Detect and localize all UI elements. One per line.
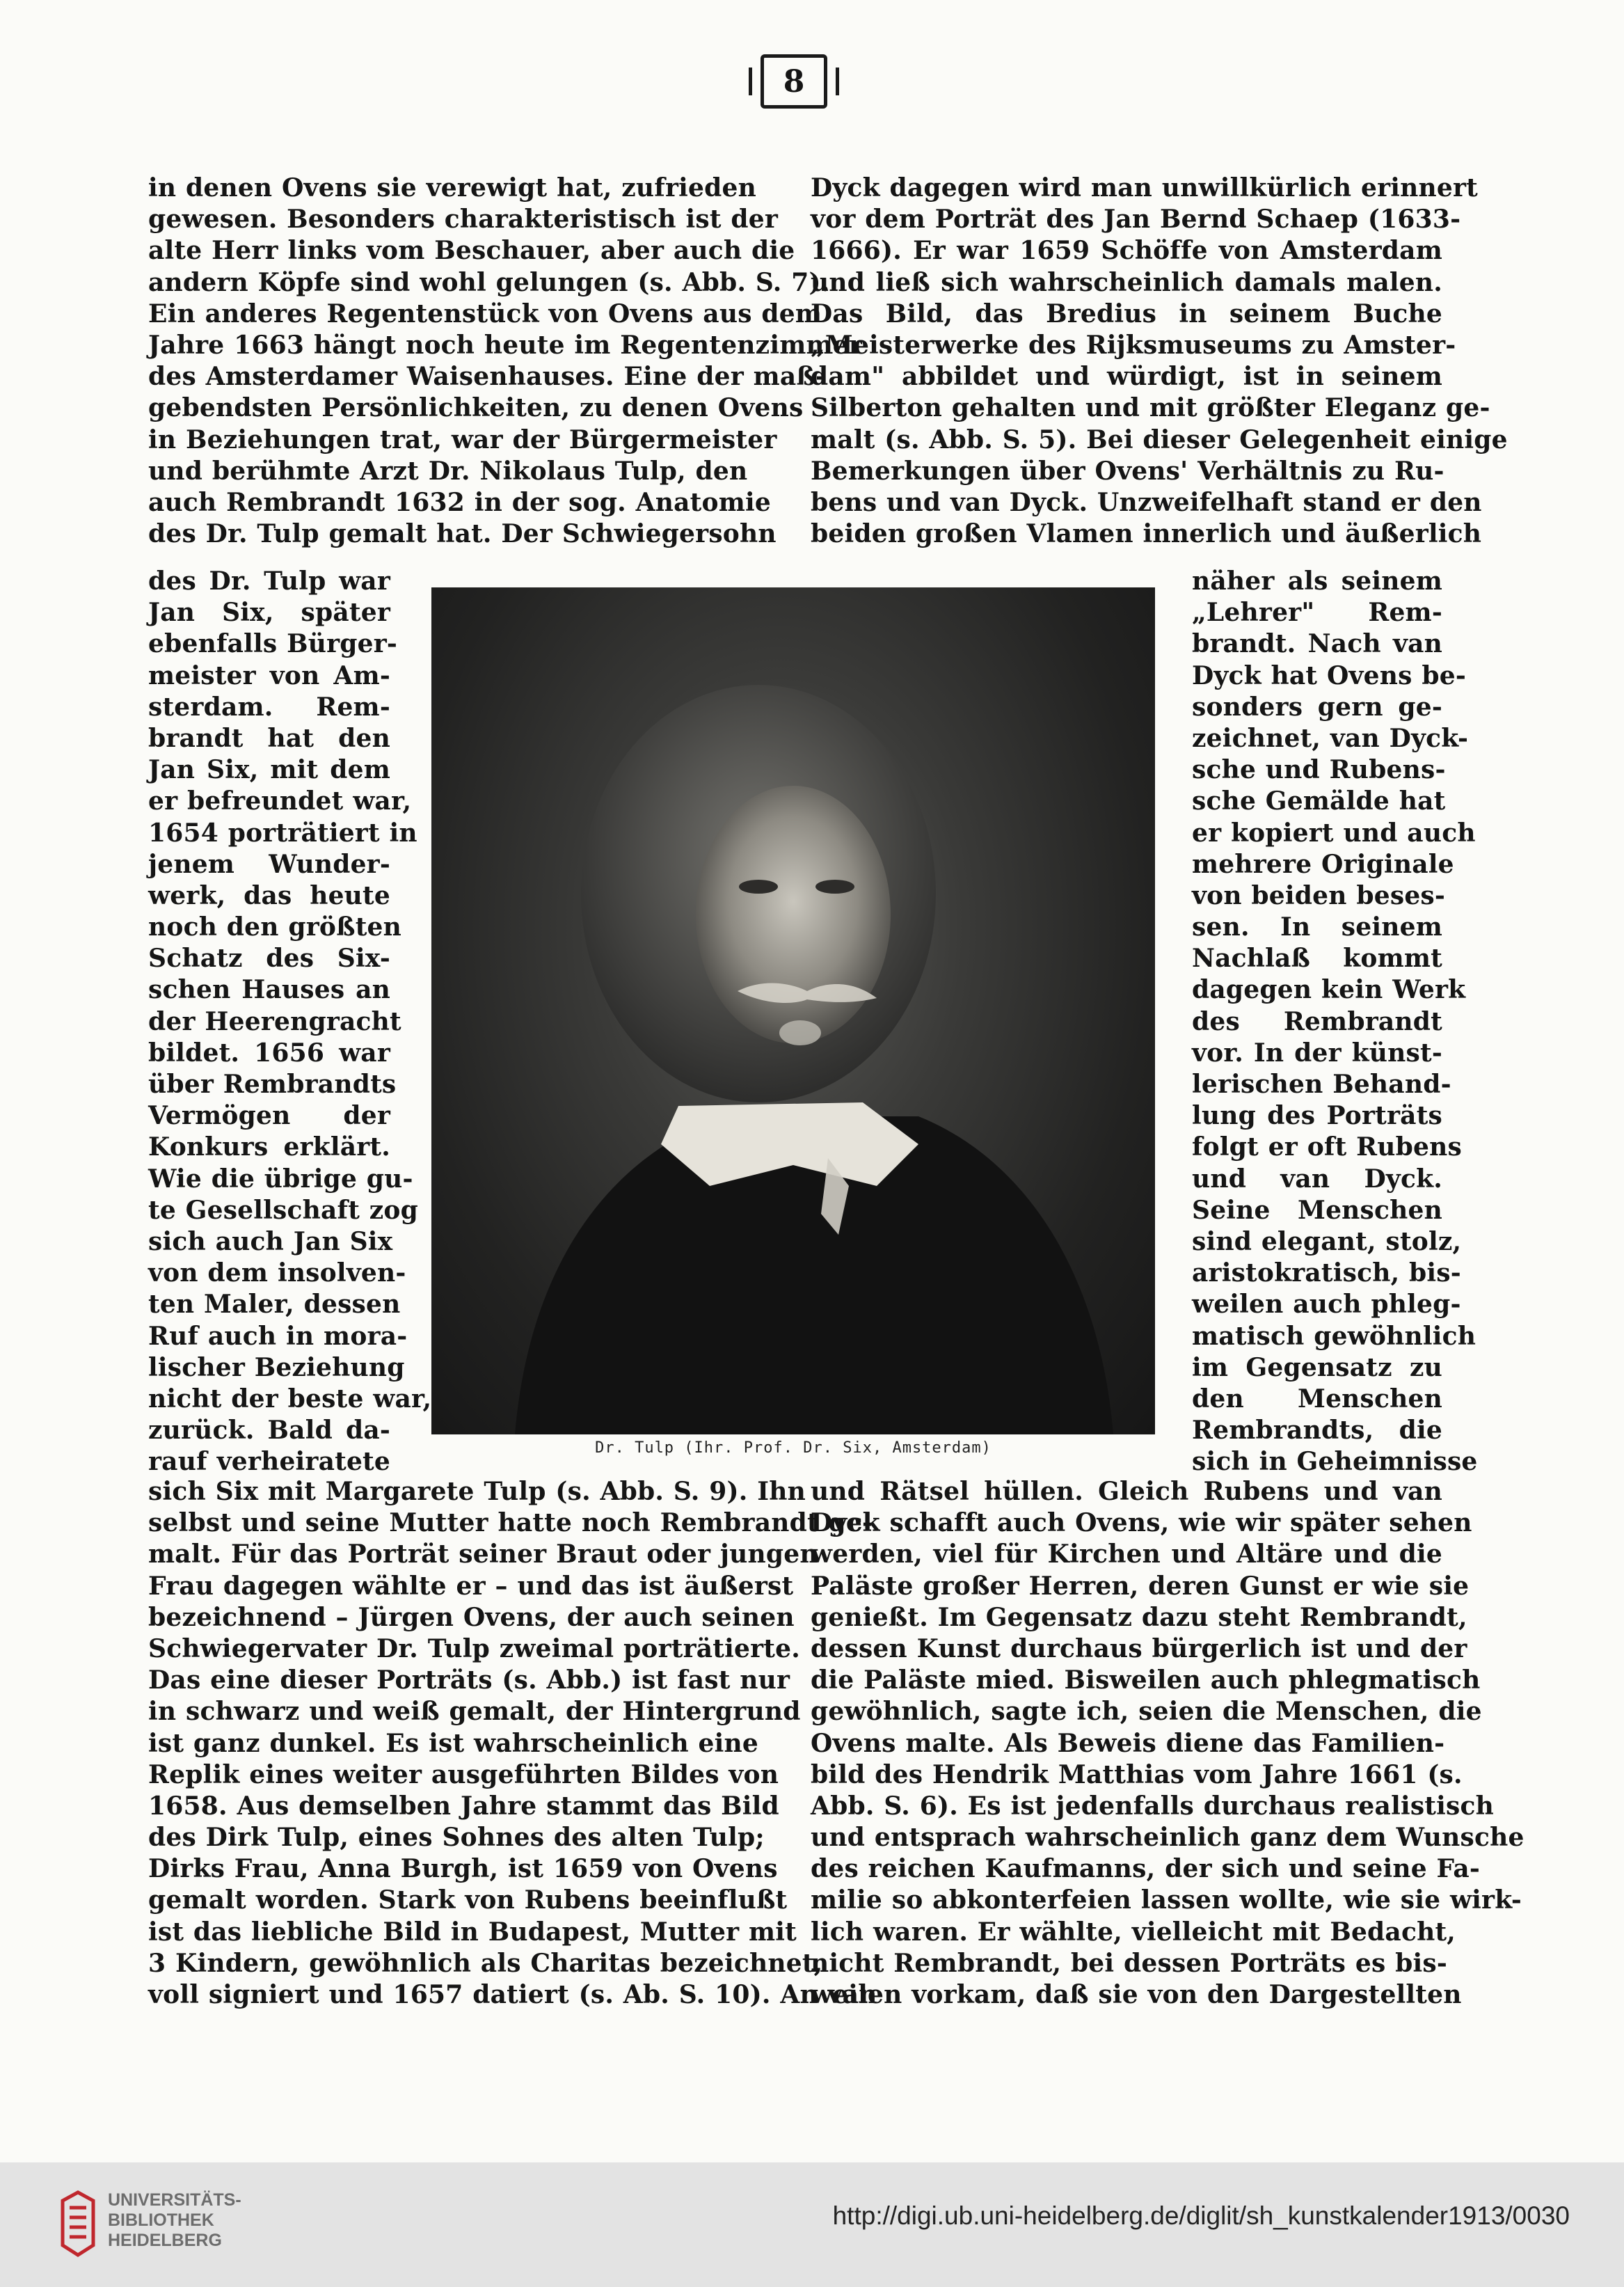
text-line: andern Köpfe sind wohl gelungen (s. Abb. S. 7). <box>148 267 830 297</box>
text-line: vor dem Porträt des Jan Bernd Schaep (1633- <box>811 205 1461 235</box>
text-line: weilen vorkam, daß sie von den Dargestellten <box>811 1980 1462 2009</box>
text-line: Schwiegervater Dr. Tulp zweimal porträtierte. <box>148 1633 800 1663</box>
text-line: im Gegensatz zu <box>1192 1352 1442 1382</box>
text-line: über Rembrandts <box>148 1070 397 1099</box>
left-column-bottom-text <box>148 1476 877 2011</box>
text-line: nicht Rembrandt, bei dessen Porträts es bis- <box>811 1948 1448 1978</box>
text-line: und berühmte Arzt Dr. Nikolaus Tulp, den <box>148 456 748 486</box>
text-line: Konkurs erklärt. <box>148 1132 390 1162</box>
text-line: beiden großen Vlamen innerlich und äußerlich <box>811 519 1482 549</box>
text-line: genießt. Im Gegensatz dazu steht Rembrandt, <box>811 1602 1467 1632</box>
text-line: sich in Geheimnisse <box>1192 1447 1478 1477</box>
text-line: brandt hat den <box>148 723 390 753</box>
text-line: dessen Kunst durchaus bürgerlich ist und der <box>811 1633 1467 1663</box>
text-line: des Dr. Tulp war <box>148 567 390 596</box>
text-line: noch den größten <box>148 912 402 942</box>
text-line: dagegen kein Werk <box>1192 975 1466 1005</box>
text-line: von dem insolven- <box>148 1258 406 1288</box>
text-line: weilen auch phleg- <box>1192 1290 1461 1320</box>
page-number <box>761 54 827 109</box>
text-line: vor. In der künst- <box>1192 1038 1442 1068</box>
text-line: näher als seinem <box>1192 567 1442 596</box>
text-line: gemalt worden. Stark von Rubens beeinflußt <box>148 1885 788 1915</box>
text-line: lich waren. Er wählte, vielleicht mit Bedacht, <box>811 1917 1456 1947</box>
text-line: lung des Porträts <box>1192 1101 1442 1131</box>
text-line: brandt. Nach van <box>1192 629 1442 659</box>
text-line: und ließ sich wahrscheinlich damals malen. <box>811 267 1442 297</box>
text-line: aristokratisch, bis- <box>1192 1258 1461 1288</box>
text-line: Ein anderes Regentenstück von Ovens aus dem <box>148 299 822 329</box>
text-line: er kopiert und auch <box>1192 818 1476 848</box>
text-line: Das eine dieser Porträts (s. Abb.) ist fast nur <box>148 1665 790 1695</box>
text-line: Paläste großer Herren, deren Gunst er wie sie <box>811 1571 1470 1601</box>
library-name-line3: HEIDELBERG <box>108 2231 222 2250</box>
text-line: selbst und seine Mutter hatte noch Rembrandt ge- <box>148 1508 873 1538</box>
text-line: bild des Hendrik Matthias vom Jahre 1661 (s. <box>811 1759 1463 1789</box>
right-column-wrap-text <box>1192 566 1478 1478</box>
text-line: Ruf auch in mora- <box>148 1321 408 1351</box>
text-line: Frau dagegen wählte er – und das ist äußerst <box>148 1571 794 1601</box>
text-line: Silberton gehalten und mit größter Eleganz ge- <box>811 393 1490 423</box>
text-line: in denen Ovens sie verewigt hat, zufrieden <box>148 173 756 203</box>
page-number-text: 8 <box>783 63 805 100</box>
portrait-image <box>431 587 1155 1434</box>
text-line: 1658. Aus demselben Jahre stammt das Bild <box>148 1791 779 1821</box>
text-line: des reichen Kaufmanns, der sich und seine Fa- <box>811 1854 1481 1884</box>
text-line: des Dr. Tulp gemalt hat. Der Schwiegersohn <box>148 519 777 549</box>
text-line: Seine Menschen <box>1192 1195 1442 1225</box>
library-name <box>108 2190 241 2251</box>
text-line: matisch gewöhnlich <box>1192 1321 1476 1351</box>
text-line: zurück. Bald da- <box>148 1416 390 1446</box>
text-line: 3 Kindern, gewöhnlich als Charitas bezeichnet, <box>148 1948 823 1978</box>
text-line: Dyck hat Ovens be- <box>1192 660 1466 690</box>
text-line: Rembrandts, die <box>1192 1416 1442 1446</box>
text-line: zeichnet, van Dyck- <box>1192 723 1469 753</box>
text-line: Wie die übrige gu- <box>148 1164 413 1194</box>
text-line: mehrere Originale <box>1192 849 1454 879</box>
text-line: Replik eines weiter ausgeführten Bildes von <box>148 1759 779 1789</box>
text-line: gewesen. Besonders charakteristisch ist der <box>148 205 779 235</box>
text-line: rauf verheiratete <box>148 1447 390 1477</box>
text-line: des Amsterdamer Waisenhauses. Eine der maß- <box>148 362 827 392</box>
text-line: er befreundet war, <box>148 786 412 816</box>
text-line: ist das liebliche Bild in Budapest, Mutter mit <box>148 1917 797 1947</box>
text-line: werden, viel für Kirchen und Altäre und die <box>811 1540 1442 1569</box>
text-line: und Rätsel hüllen. Gleich Rubens und van <box>811 1477 1442 1506</box>
text-line: milie so abkonterfeien lassen wollte, wie sie wirk- <box>811 1885 1522 1915</box>
permalink-url[interactable]: http://digi.ub.uni-heidelberg.de/diglit/sh_kunstkalender1913/0030 <box>832 2201 1570 2230</box>
right-column-bottom-text <box>811 1476 1525 2011</box>
text-line: sind elegant, stolz, <box>1192 1226 1462 1256</box>
text-line: und van Dyck. <box>1192 1164 1442 1194</box>
text-line: sche und Rubens- <box>1192 755 1446 785</box>
text-line: alte Herr links vom Beschauer, aber auch die <box>148 236 795 266</box>
text-line: Dirks Frau, Anna Burgh, ist 1659 von Ovens <box>148 1854 778 1884</box>
text-line: sche Gemälde hat <box>1192 786 1446 816</box>
text-line: folgt er oft Rubens <box>1192 1132 1462 1162</box>
text-line: die Paläste mied. Bisweilen auch phlegmatisch <box>811 1665 1481 1695</box>
text-line: Jan Six, später <box>148 598 390 628</box>
text-line: Schatz des Six- <box>148 944 390 974</box>
text-line: Jahre 1663 hängt noch heute im Regentenzimmer <box>148 330 863 360</box>
text-line: 1654 porträtiert in <box>148 818 417 848</box>
text-line: sonders gern ge- <box>1192 692 1442 722</box>
text-line: dam" abbildet und würdigt, ist in seinem <box>811 362 1442 392</box>
text-line: Abb. S. 6). Es ist jedenfalls durchaus realistisch <box>811 1791 1494 1821</box>
text-line: nicht der beste war, <box>148 1384 432 1414</box>
footer-bar <box>0 2162 1624 2287</box>
text-line: ist ganz dunkel. Es ist wahrscheinlich eine <box>148 1728 759 1758</box>
text-line: der Heerengracht <box>148 1006 401 1036</box>
text-line: in Beziehungen trat, war der Bürgermeister <box>148 425 777 454</box>
left-column-wrap-text <box>148 566 432 1478</box>
text-line: te Gesellschaft zog <box>148 1195 419 1225</box>
text-line: ten Maler, dessen <box>148 1290 401 1320</box>
left-column-top-text <box>148 173 863 550</box>
text-line: sich Six mit Margarete Tulp (s. Abb. S. 9). Ihn <box>148 1477 806 1506</box>
text-line: Bemerkungen über Ovens' Verhältnis zu Ru- <box>811 456 1444 486</box>
text-line: des Rembrandt <box>1192 1006 1442 1036</box>
text-line: malt. Für das Porträt seiner Braut oder jungen <box>148 1540 818 1569</box>
text-line: sen. In seinem <box>1192 912 1442 942</box>
text-line: lischer Beziehung <box>148 1352 405 1382</box>
text-line: 1666). Er war 1659 Schöffe von Amsterdam <box>811 236 1442 266</box>
text-line: „Meisterwerke des Rijksmuseums zu Amster- <box>811 330 1456 360</box>
text-line: gebendsten Persönlichkeiten, zu denen Ovens <box>148 393 804 423</box>
text-line: werk, das heute <box>148 880 390 910</box>
text-line: „Lehrer" Rem- <box>1192 598 1442 628</box>
text-line: ebenfalls Bürger- <box>148 629 398 659</box>
text-line: gewöhnlich, sagte ich, seien die Menschen, die <box>811 1697 1482 1727</box>
text-line: jenem Wunder- <box>148 849 390 879</box>
text-line: den Menschen <box>1192 1384 1442 1414</box>
text-line: Dyck dagegen wird man unwillkürlich erinnert <box>811 173 1478 203</box>
text-line: bezeichnend – Jürgen Ovens, der auch seinen <box>148 1602 795 1632</box>
text-line: von beiden beses- <box>1192 880 1446 910</box>
text-line: in schwarz und weiß gemalt, der Hintergrund <box>148 1697 801 1727</box>
library-logo-icon <box>57 2187 99 2261</box>
text-line: voll signiert und 1657 datiert (s. Ab. S. 10). An van <box>148 1980 877 2009</box>
text-line: lerischen Behand- <box>1192 1070 1451 1099</box>
text-line: sich auch Jan Six <box>148 1226 393 1256</box>
text-line: und entsprach wahrscheinlich ganz dem Wunsche <box>811 1823 1525 1853</box>
right-column-top-text <box>811 173 1508 550</box>
text-line: Ovens malte. Als Beweis diene das Familien- <box>811 1728 1445 1758</box>
text-line: schen Hauses an <box>148 975 390 1005</box>
figure-caption: Dr. Tulp (Ihr. Prof. Dr. Six, Amsterdam) <box>595 1439 992 1457</box>
text-line: bildet. 1656 war <box>148 1038 390 1068</box>
portrait-illustration <box>431 587 1155 1434</box>
text-line: malt (s. Abb. S. 5). Bei dieser Gelegenheit einige <box>811 425 1508 454</box>
text-line: Das Bild, das Bredius in seinem Buche <box>811 299 1442 329</box>
text-line: des Dirk Tulp, eines Sohnes des alten Tulp; <box>148 1823 765 1853</box>
text-line: Jan Six, mit dem <box>148 755 390 785</box>
text-line: Nachlaß kommt <box>1192 944 1442 974</box>
library-name-line2: BIBLIOTHEK <box>108 2210 214 2230</box>
text-line: sterdam. Rem- <box>148 692 390 722</box>
text-line: auch Rembrandt 1632 in der sog. Anatomie <box>148 487 771 517</box>
text-line: bens und van Dyck. Unzweifelhaft stand er den <box>811 487 1482 517</box>
text-line: meister von Am- <box>148 660 390 690</box>
library-name-line1: UNIVERSITÄTS- <box>108 2190 241 2210</box>
text-line: Vermögen der <box>148 1101 390 1131</box>
text-line: Dyck schafft auch Ovens, wie wir später sehen <box>811 1508 1472 1538</box>
